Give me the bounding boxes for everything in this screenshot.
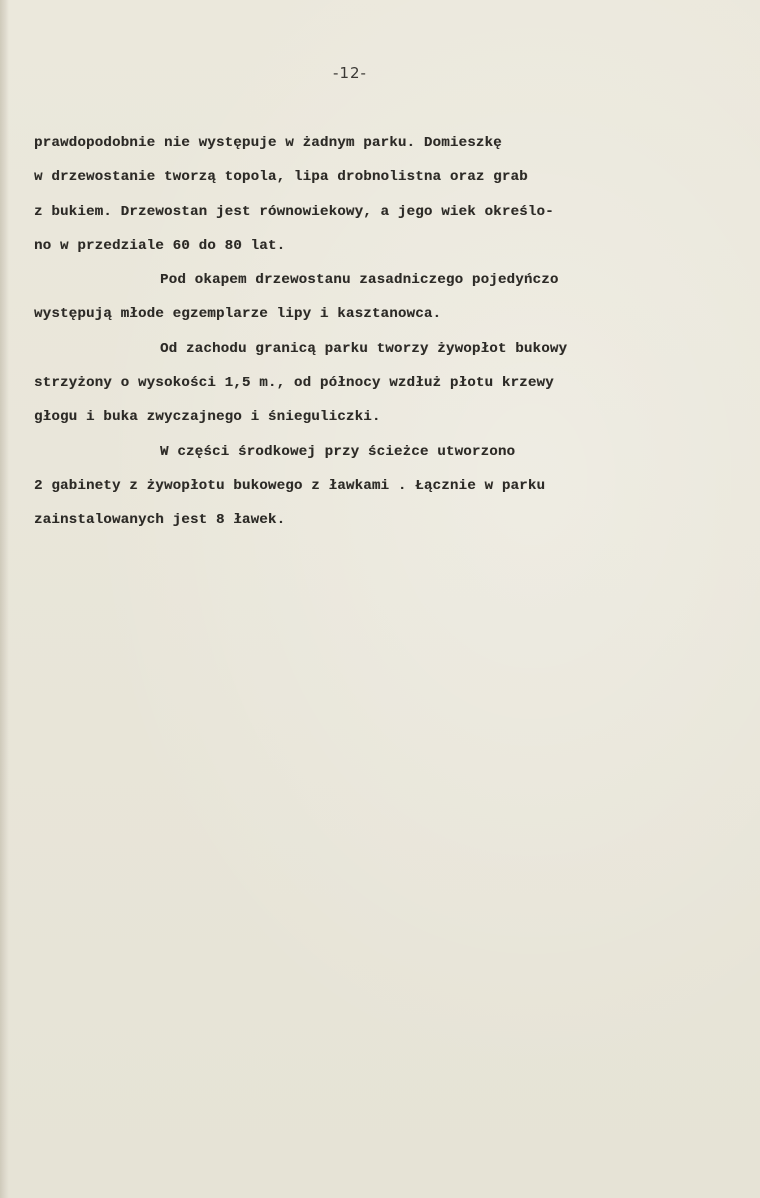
body-text <box>34 133 674 545</box>
text-line: występują młode egzemplarze lipy i kasztanowca. <box>34 306 442 323</box>
paragraph-start-line: W części środkowej przy ścieżce utworzono <box>160 443 516 460</box>
page-number: -12- <box>333 64 367 82</box>
paragraph-start-line: Pod okapem drzewostanu zasadniczego pojedyńczo <box>160 272 559 289</box>
text-line: strzyżony o wysokości 1,5 m., od północy wzdłuż płotu krzewy <box>34 375 554 392</box>
text-line: prawdopodobnie nie występuje w żadnym parku. Domieszkę <box>34 135 502 151</box>
text-line: w drzewostanie tworzą topola, lipa drobnolistna oraz grab <box>34 169 528 186</box>
text-line: z bukiem. Drzewostan jest równowiekowy, a jego wiek określo- <box>34 203 554 220</box>
text-line: zainstalowanych jest 8 ławek. <box>34 512 286 529</box>
paper-binding-edge <box>0 0 9 1198</box>
text-line: no w przedziale 60 do 80 lat. <box>34 237 286 254</box>
paragraph-start-line: Od zachodu granicą parku tworzy żywopłot bukowy <box>160 340 568 357</box>
text-line: głogu i buka zwyczajnego i śnieguliczki. <box>34 409 381 426</box>
text-line: 2 gabinety z żywopłotu bukowego z ławkami . Łącznie w parku <box>34 477 546 494</box>
